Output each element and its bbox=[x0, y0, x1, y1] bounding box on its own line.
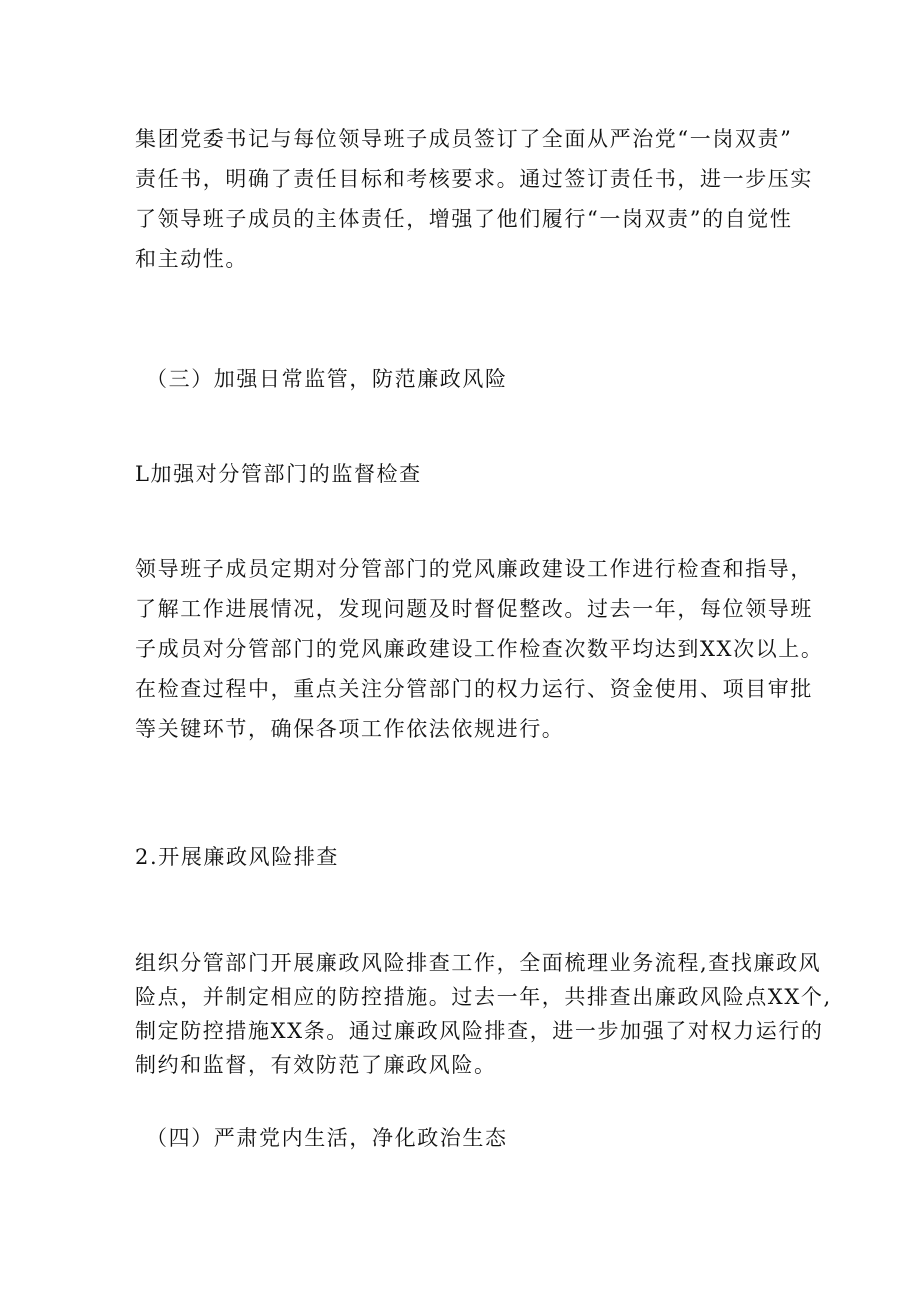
paragraph-supervision bbox=[135, 549, 824, 749]
paragraph-line: 集团党委书记与每位领导班子成员签订了全面从严治党“一岗双责” bbox=[135, 127, 793, 151]
paragraph-line: 领导班子成员定期对分管部门的党风廉政建设工作进行检查和指导， bbox=[135, 557, 813, 581]
paragraph-one-year-responsibility bbox=[135, 119, 813, 279]
paragraph-risk-check bbox=[135, 946, 832, 1082]
paragraph-line: 制约和监督，有效防范了廉政风险。 bbox=[135, 1053, 497, 1077]
paragraph-line: 了解工作进展情况，发现问题及时督促整改。过去一年，每位领导班 bbox=[135, 597, 813, 621]
paragraph-line: 组织分管部门开展廉政风险排查工作，全面梳理业务流程,查找廉政风 bbox=[135, 951, 822, 975]
subheading-supervision: L加强对分管部门的监督检查 bbox=[135, 462, 422, 486]
paragraph-line: 在检查过程中，重点关注分管部门的权力运行、资金使用、项目审批 bbox=[135, 677, 813, 701]
paragraph-line: 了领导班子成员的主体责任，增强了他们履行“一岗双责”的自觉性 bbox=[135, 207, 793, 231]
paragraph-line: 和主动性。 bbox=[135, 247, 248, 271]
subheading-risk-check: 2.开展廉政风险排查 bbox=[135, 845, 340, 869]
paragraph-line: 制定防控措施XX条。通过廉政风险排查，进一步加强了对权力运行的 bbox=[135, 1019, 824, 1043]
paragraph-line: 子成员对分管部门的党风廉政建设工作检查次数平均达到XX次以上。 bbox=[135, 637, 824, 661]
section-heading-4: （四）严肃党内生活，净化政治生态 bbox=[146, 1126, 508, 1150]
paragraph-line: 险点，并制定相应的防控措施。过去一年，共排查出廉政风险点XX个, bbox=[135, 985, 832, 1009]
paragraph-line: 责任书，明确了责任目标和考核要求。通过签订责任书，进一步压实 bbox=[135, 167, 813, 191]
paragraph-line: 等关键环节，确保各项工作依法依规进行。 bbox=[135, 717, 565, 741]
section-heading-3: （三）加强日常监管，防范廉政风险 bbox=[146, 367, 508, 391]
